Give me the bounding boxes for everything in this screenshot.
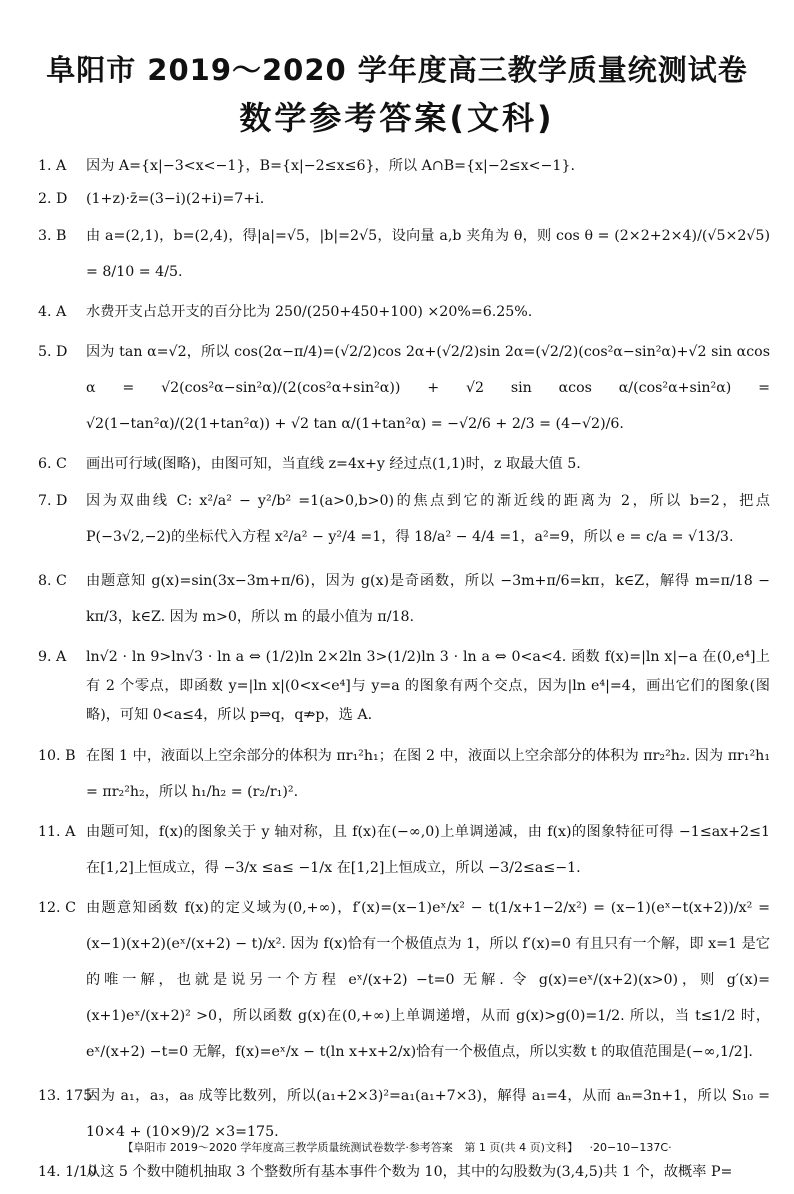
- document-subtitle: 数学参考答案(文科): [239, 99, 555, 137]
- answer-label: 2. D: [38, 191, 68, 207]
- answer-item-6: [36, 450, 770, 479]
- answer-label: 6. C: [38, 456, 67, 472]
- answer-label: 9. A: [38, 649, 67, 665]
- answer-text: 因为 a₁，a₃，a₈ 成等比数列，所以(a₁+2×3)²=a₁(a₁+7×3)，解得 a₁=4，从而 aₙ=3n+1，所以 S₁₀ = 10×4 + (10×9)/2 ×3=175.: [86, 1088, 770, 1140]
- answer-label: 8. C: [38, 573, 67, 589]
- answer-label: 13. 175: [38, 1088, 93, 1104]
- answer-item-14: [36, 1154, 770, 1190]
- answer-text: 由题可知，f(x)的图象关于 y 轴对称，且 f(x)在(−∞,0)上单调递减，由 f(x)的图象特征可得 −1≤ax+2≤1 在[1,2]上恒成立，得 −3/x ≤a≤ −1/x 在[1,2]上恒成立，所以 −3/2≤a≤−1.: [86, 824, 770, 876]
- answer-item-1: [36, 152, 770, 181]
- answer-item-8: [36, 563, 770, 635]
- answer-label: 10. B: [38, 748, 76, 764]
- answer-text: 从这 5 个数中随机抽取 3 个整数所有基本事件个数为 10，其中的勾股数为(3,4,5)共 1 个，故概率 P=: [86, 1164, 733, 1180]
- answer-item-12: [36, 890, 770, 1070]
- answer-text: 在图 1 中，液面以上空余部分的体积为 πr₁²h₁；在图 2 中，液面以上空余部分的体积为 πr₂²h₂. 因为 πr₁²h₁ = πr₂²h₂，所以 h₁/h₂ = (r₂/r₁)².: [86, 748, 770, 800]
- answer-item-10: [36, 738, 770, 810]
- answer-item-7: [36, 483, 770, 555]
- answer-label: 12. C: [38, 900, 76, 916]
- answer-label: 1. A: [38, 158, 67, 174]
- answer-label: 14. 1/10: [38, 1164, 97, 1180]
- document-title: 阜阳市 2019～2020 学年度高三教学质量统测试卷: [46, 53, 748, 87]
- answer-text: (1+z)·z̄=(3−i)(2+i)=7+i.: [86, 191, 265, 207]
- answer-item-9: [36, 643, 770, 730]
- answer-text: ln√2 · ln 9>ln√3 · ln a ⇔ (1/2)ln 2×2ln 3>(1/2)ln 3 · ln a ⇔ 0<a<4. 函数 f(x)=|ln x|−a 在(0,e⁴]上有 2 个零点，即函数 y=|ln x|(0<x<e⁴]与 y=a 的图象有两个交点，因为|ln e⁴|=4，画出它们的图象(图略)，可知 0<a≤4，所以 p⇒q，q⇏p，选 A.: [86, 649, 770, 723]
- answer-item-3: [36, 218, 770, 290]
- answer-text: 由题意知函数 f(x)的定义域为(0,+∞)，f′(x)=(x−1)eˣ/x² − t(1/x+1−2/x²) = (x−1)(eˣ−t(x+2))/x² = (x−1)(x+2)(eˣ/(x+2) − t)/x². 因为 f(x)恰有一个极值点为 1，所以 f′(x)=0 有且只有一个解，即 x=1 是它的唯一解，也就是说另一个方程 eˣ/(x+2) −t=0 无解. 令 g(x)=eˣ/(x+2)(x>0)，则 g′(x)=(x+1)eˣ/(x+2)² >0，所以函数 g(x)在(0,+∞)上单调递增，从而 g(x)>g(0)=1/2. 所以，当 t≤1/2 时，eˣ/(x+2) −t=0 无解，f(x)=eˣ/x − t(ln x+x+2/x)恰有一个极值点，所以实数 t 的取值范围是(−∞,1/2].: [86, 900, 770, 1060]
- answer-label: 7. D: [38, 493, 68, 509]
- footer-code: ·20−10−137C·: [589, 1141, 672, 1154]
- answer-item-4: [36, 294, 770, 330]
- answer-text: 因为 A={x|−3<x<−1}，B={x|−2≤x≤6}，所以 A∩B={x|−2≤x<−1}.: [86, 158, 575, 174]
- answer-item-5: [36, 334, 770, 442]
- answer-text: 因为双曲线 C: x²/a² − y²/b² =1(a>0,b>0)的焦点到它的渐近线的距离为 2，所以 b=2，把点 P(−3√2,−2)的坐标代入方程 x²/a² − y²/4 =1，得 18/a² − 4/4 =1，a²=9，所以 e = c/a = √13/3.: [86, 493, 770, 545]
- answer-label: 11. A: [38, 824, 76, 840]
- answer-list: [36, 152, 770, 1194]
- answer-text: 水费开支占总开支的百分比为 250/(250+450+100) ×20%=6.25%.: [86, 304, 533, 320]
- answer-label: 5. D: [38, 344, 68, 360]
- answer-label: 3. B: [38, 228, 67, 244]
- answer-text: 由 a=(2,1)，b=(2,4)，得|a|=√5，|b|=2√5，设向量 a,b 夹角为 θ，则 cos θ = (2×2+2×4)/(√5×2√5) = 8/10 = 4/5.: [86, 228, 770, 280]
- answer-item-11: [36, 814, 770, 886]
- answer-text: 由题意知 g(x)=sin(3x−3m+π/6)，因为 g(x)是奇函数，所以 −3m+π/6=kπ，k∈Z，解得 m=π/18 − kπ/3，k∈Z. 因为 m>0，所以 m 的最小值为 π/18.: [86, 573, 770, 625]
- page-footer: [0, 1139, 794, 1155]
- footer-page-number: 第 1 页(共 4 页)文科】: [464, 1141, 578, 1154]
- footer-source: 【阜阳市 2019～2020 学年度高三教学质量统测试卷数学·参考答案: [122, 1141, 453, 1154]
- answer-label: 4. A: [38, 304, 67, 320]
- answer-item-2: [36, 185, 770, 214]
- answer-text: 因为 tan α=√2，所以 cos(2α−π/4)=(√2/2)cos 2α+(√2/2)sin 2α=(√2/2)(cos²α−sin²α)+√2 sin αcos α = √2(cos²α−sin²α)/(2(cos²α+sin²α)) + √2 sin αcos α/(cos²α+sin²α) = √2(1−tan²α)/(2(1+tan²α)) + √2 tan α/(1+tan²α) = −√2/6 + 2/3 = (4−√2)/6.: [86, 344, 770, 432]
- page-header: [0, 52, 794, 140]
- answer-text: 画出可行域(图略)，由图可知，当直线 z=4x+y 经过点(1,1)时，z 取最大值 5.: [86, 456, 581, 472]
